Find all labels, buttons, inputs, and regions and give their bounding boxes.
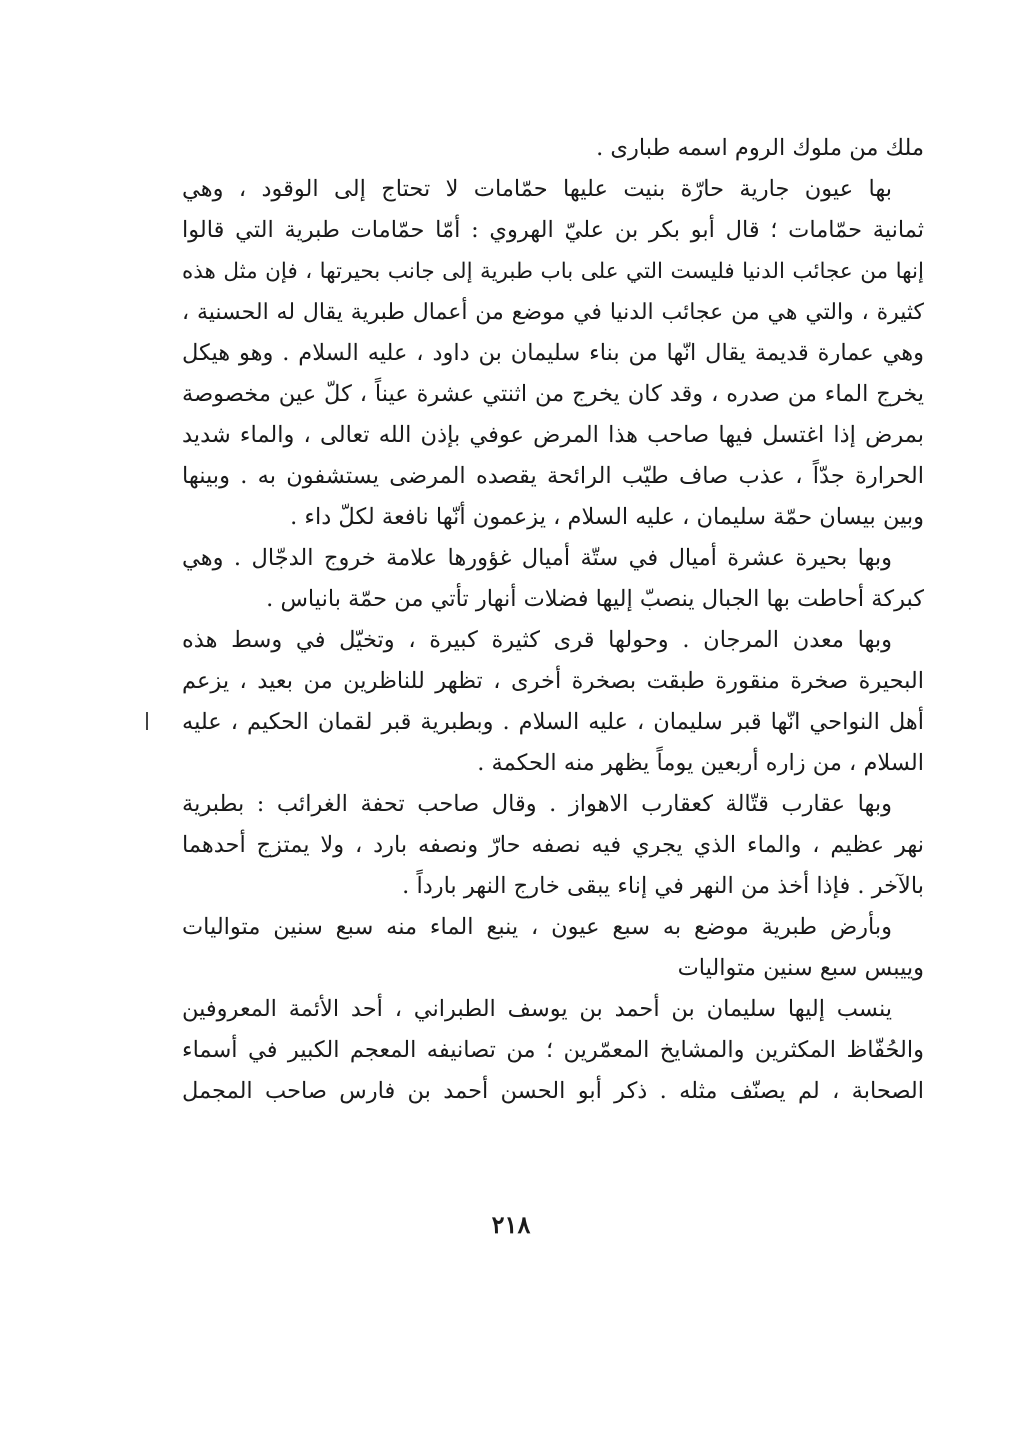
text-line: ينسب إليها سليمان بن أحمد بن يوسف الطبراني ، أحد الأئمة المعروفين bbox=[182, 996, 892, 1022]
text-line: بمرض إذا اغتسل فيها صاحب هذا المرض عوفي بإذن الله تعالى ، والماء شديد bbox=[182, 422, 924, 448]
text-line: السلام ، من زاره أربعين يوماً يظهر منه الحكمة . bbox=[477, 750, 924, 776]
text-line: وبين بيسان حمّة سليمان ، عليه السلام ، يزعمون أنّها نافعة لكلّ داء . bbox=[290, 504, 924, 530]
text-line: أهل النواحي انّها قبر سليمان ، عليه السلام . وبطبرية قبر لقمان الحكيم ، عليه bbox=[182, 709, 924, 735]
page-number: ٢١٨ bbox=[491, 1210, 531, 1239]
text-line: ثمانية حمّامات ؛ قال أبو بكر بن عليّ الهروي : أمّا حمّامات طبرية التي قالوا bbox=[182, 217, 924, 243]
text-line: والحُفّاظ المكثرين والمشايخ المعمّرين ؛ من تصانيفه المعجم الكبير في أسماء bbox=[182, 1037, 924, 1063]
text-line: البحيرة صخرة منقورة طبقت بصخرة أخرى ، تظهر للناظرين من بعيد ، يزعم bbox=[182, 668, 924, 694]
text-line: وبها معدن المرجان . وحولها قرى كثيرة كبيرة ، وتخيّل في وسط هذه bbox=[182, 627, 892, 653]
text-line: كبركة أحاطت بها الجبال ينصبّ إليها فضلات أنهار تأتي من حمّة بانياس . bbox=[266, 586, 924, 612]
text-line: بها عيون جارية حارّة بنيت عليها حمّامات لا تحتاج إلى الوقود ، وهي bbox=[182, 176, 892, 202]
text-line: وبأرض طبرية موضع به سبع عيون ، ينبع الماء منه سبع سنين متواليات bbox=[182, 914, 892, 940]
text-line: الصحابة ، لم يصنّف مثله . ذكر أبو الحسن أحمد بن فارس صاحب المجمل bbox=[182, 1078, 924, 1104]
text-line: بالآخر . فإذا أخذ من النهر في إناء يبقى خارج النهر بارداً . bbox=[402, 873, 924, 899]
text-line: يخرج الماء من صدره ، وقد كان يخرج من اثنتي عشرة عيناً ، كلّ عين مخصوصة bbox=[182, 381, 924, 407]
text-line: إنها من عجائب الدنيا فليست التي على باب طبرية إلى جانب بحيرتها ، فإن مثل هذه bbox=[182, 259, 924, 284]
text-line: كثيرة ، والتي هي من عجائب الدنيا في موضع من أعمال طبرية يقال له الحسنية ، bbox=[182, 300, 924, 325]
text-line: نهر عظيم ، والماء الذي يجري فيه نصفه حارّ ونصفه بارد ، ولا يمتزج أحدهما bbox=[182, 832, 924, 858]
text-line: ملك من ملوك الروم اسمه طبارى . bbox=[596, 135, 924, 161]
text-line: وبها عقارب قتّالة كعقارب الاهواز . وقال صاحب تحفة الغرائب : بطبرية bbox=[182, 791, 892, 817]
text-line: وييبس سبع سنين متواليات bbox=[677, 955, 924, 981]
body-text bbox=[182, 128, 924, 1112]
margin-mark bbox=[146, 712, 148, 730]
text-line: الحرارة جدّاً ، عذب صاف طيّب الرائحة يقصده المرضى يستشفون به . وبينها bbox=[182, 463, 924, 489]
text-line: وبها بحيرة عشرة أميال في ستّة أميال غؤورها علامة خروج الدجّال . وهي bbox=[182, 545, 892, 571]
text-line: وهي عمارة قديمة يقال انّها من بناء سليمان بن داود ، عليه السلام . وهو هيكل bbox=[182, 340, 924, 366]
